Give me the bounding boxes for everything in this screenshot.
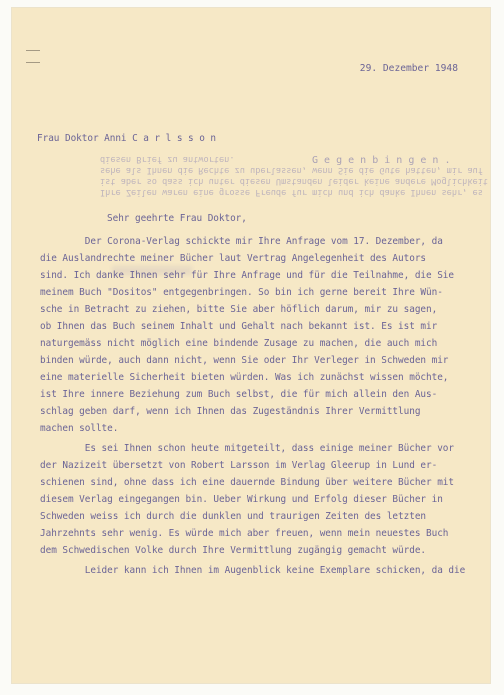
bleed-line: diesen Brief zu antworten. bbox=[100, 154, 235, 164]
body-line: binden würde, auch dann nicht, wenn Sie oder Ihr Verleger in Schweden mir bbox=[40, 355, 449, 366]
body-line: Leider kann ich Ihnen im Augenblick keine Exemplare schicken, da die bbox=[40, 565, 466, 576]
body-line: meinem Buch "Dositos" entgegenbringen. So bin ich gerne bereit Ihre Wün- bbox=[40, 287, 443, 298]
body-line: der Nazizeit übersetzt von Robert Larsson im Verlag Gleerup in Lund er- bbox=[40, 460, 438, 471]
salutation: Sehr geehrte Frau Doktor, bbox=[107, 213, 247, 224]
body-line: schienen sind, ohne dass ich eine dauernde Bindung über weitere Bücher mit bbox=[40, 477, 454, 488]
bleed-heading: G e g e n b i n g e n . bbox=[312, 155, 451, 166]
body-line: eine materielle Sicherheit bieten würden. Was ich zunächst wissen möchte, bbox=[40, 372, 449, 383]
body-line: diesem Verlag eingegangen bin. Ueber Wirkung und Erfolg dieser Bücher in bbox=[40, 494, 443, 505]
body-line: sche in Betracht zu ziehen, bitte Sie aber höflich darum, mir zu sagen, bbox=[40, 304, 438, 315]
punch-mark-bottom bbox=[26, 62, 40, 67]
punch-mark-top bbox=[26, 50, 40, 55]
body-line: Jahrzehnts sehr wenig. Es würde mich aber freuen, wenn mein neuestes Buch bbox=[40, 528, 449, 539]
letter-date: 29. Dezember 1948 bbox=[359, 63, 458, 74]
body-line: ob Ihnen das Buch seinem Inhalt und Gehalt nach bekannt ist. Es ist mir bbox=[40, 321, 438, 332]
body-line: dem Schwedischen Volke durch Ihre Vermittlung zugängig gemacht würde. bbox=[40, 545, 427, 556]
bleed-line: Ihre Zeilen waren eine grosse Freude fur mich und ich danke Ihnen sehr, es bbox=[100, 187, 483, 197]
body-line: sind. Ich danke Ihnen sehr für Ihre Anfrage und für die Teilnahme, die Sie bbox=[40, 270, 454, 281]
body-line: machen sollte. bbox=[40, 423, 119, 434]
letter-sheet bbox=[12, 8, 490, 683]
body-line: ist Ihre innere Beziehung zum Buch selbst, die für mich allein den Aus- bbox=[40, 389, 438, 400]
bleed-line: sehe als Ihnen die Rechte zu uberlassen, wenn Sie die Gute hatten, mir auf bbox=[100, 165, 483, 175]
body-line: naturgemäss nicht möglich eine bindende Zusage zu machen, die auch mich bbox=[40, 338, 438, 349]
recipient-line: Frau Doktor Anni C a r l s s o n bbox=[37, 133, 217, 144]
body-line: schlag geben darf, wenn ich Ihnen das Zugeständnis Ihrer Vermittlung bbox=[40, 406, 421, 417]
letter-body bbox=[40, 236, 465, 582]
body-line: Schweden weiss ich durch die dunklen und traurigen Zeiten des letzten bbox=[40, 511, 427, 522]
body-line: die Auslandrechte meiner Bücher laut Vertrag Angelegenheit des Autors bbox=[40, 253, 427, 264]
body-line: Es sei Ihnen schon heute mitgeteilt, dass einige meiner Bücher vor bbox=[40, 443, 454, 454]
body-line: Der Corona-Verlag schickte mir Ihre Anfrage vom 17. Dezember, da bbox=[40, 236, 443, 247]
bleed-line: ist aber so dass ich unter diesen Umstanden leider keine andere Moglichkeit bbox=[100, 176, 489, 186]
